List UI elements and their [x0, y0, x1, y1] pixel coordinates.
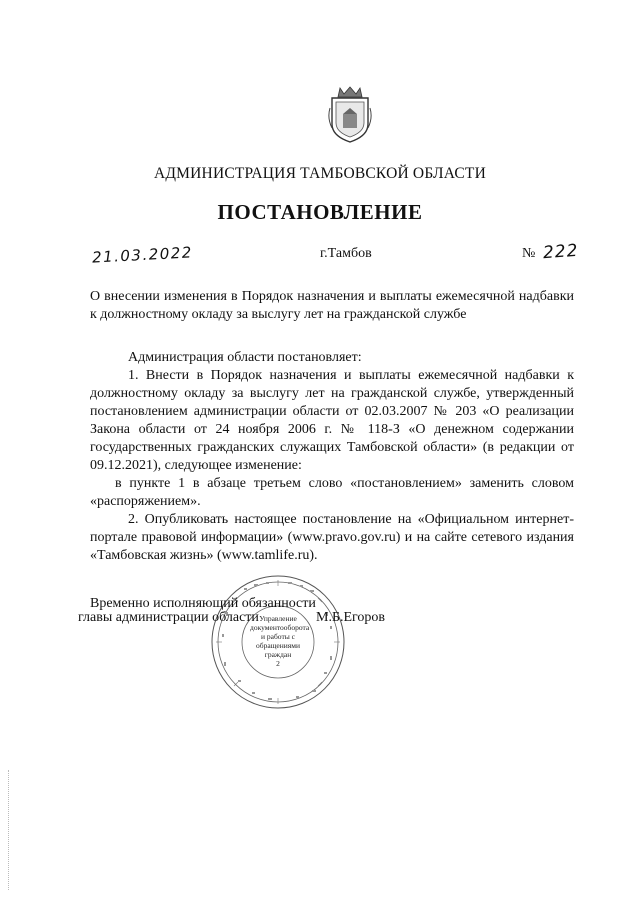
- organization-name: АДМИНИСТРАЦИЯ ТАМБОВСКОЙ ОБЛАСТИ: [154, 165, 486, 182]
- scan-edge-mark: [8, 770, 10, 890]
- preamble-paragraph: Администрация области постановляет:: [128, 350, 362, 365]
- document-number: 222: [542, 240, 580, 264]
- coat-of-arms-emblem: [326, 84, 374, 144]
- signature-position-line-2: главы администрации области: [78, 610, 259, 625]
- document-date: 21.03.2022: [91, 243, 194, 267]
- document-body: [90, 349, 574, 565]
- document-subject: О внесении изменения в Порядок назначения и выплаты ежемесячной надбавки к должностному окладу за выслугу лет на гражданской службе: [90, 289, 574, 322]
- item-1-subparagraph: в пункте 1 в абзаце третьем слово «постановлением» заменить словом «распоряжением».: [90, 476, 574, 509]
- signatory-name: М.Б.Егоров: [316, 610, 386, 625]
- document-number-label: №: [522, 246, 536, 261]
- signature-position-line-1: Временно исполняющий обязанности: [90, 596, 316, 611]
- stamp-number: 2: [276, 659, 280, 668]
- item-1-paragraph: 1. Внести в Порядок назначения и выплаты ежемесячной надбавки к должностному окладу за выслугу лет на гражданской службе, утвержденный постановлением администрации области от 02.03.2007 № 203 «О реализации Закона области от 24 ноября 2006 г. № 118-З «О денежном содержании государственных гражданских служащих Тамбовской области» (в редакции от 09.12.2021), следующее изменение:: [90, 368, 574, 473]
- stamp-department-text: Управление документооборота и работы с обращениями граждан: [250, 614, 310, 659]
- item-2-paragraph: 2. Опубликовать настоящее постановление на «Официальном интернет-портале правовой информации» (www.pravo.gov.ru) и на сайте сетевого издания «Тамбовская жизнь» (www.tamlife.ru).: [90, 512, 574, 563]
- document-type-title: ПОСТАНОВЛЕНИЕ: [217, 200, 423, 224]
- document-city: г.Тамбов: [320, 246, 372, 261]
